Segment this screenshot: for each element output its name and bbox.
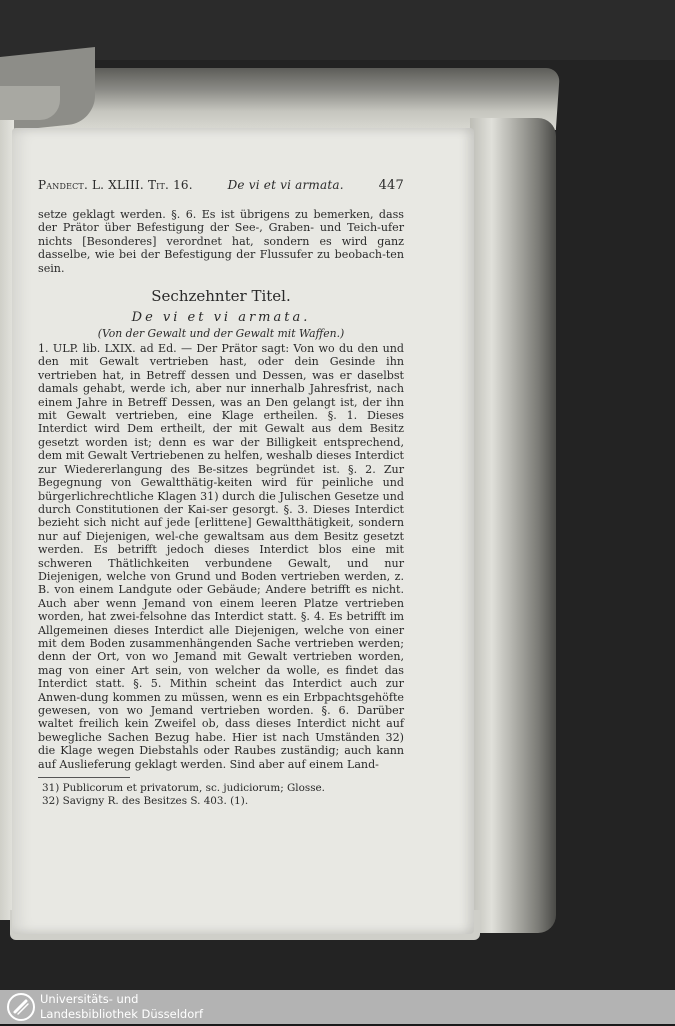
section-heading: Sechzehnter Titel.	[151, 287, 291, 306]
bookmark-ribbon-tail	[0, 86, 60, 120]
page-number: 447	[378, 178, 404, 193]
footnote-32: 32) Savigny R. des Besitzes S. 403. (1).	[42, 795, 249, 808]
lead-paragraph: setze geklagt werden. §. 6. Es ist übrigens zu bemerken, dass der Prätor über Befestigung der See-, Graben- und Teich-ufer nichts [Besonderes] verordnet hat, sondern es wird ganz dasselbe, wie bei der Befestigung der Flussufer zu beobach-ten sein.	[38, 208, 404, 275]
page-text	[38, 178, 404, 808]
header-title: De vi et vi armata.	[227, 178, 344, 192]
library-footer	[0, 990, 675, 1024]
section-title: De vi et vi armata.	[131, 310, 311, 326]
library-name[interactable]	[40, 992, 203, 1022]
running-header	[38, 178, 404, 202]
header-reference: Pandect. L. XLIII. Tit. 16.	[38, 178, 193, 192]
footnote-31: 31) Publicorum et privatorum, sc. judiciorum; Glosse.	[42, 782, 325, 795]
book-page-stack	[470, 118, 556, 933]
background-top	[0, 0, 675, 60]
body-paragraph: 1. ULP. lib. LXIX. ad Ed. — Der Prätor sagt: Von wo du den und den mit Gewalt vertrieben hast, oder dein Gesinde ihn vertrieben hat, in Betreff dessen und Dessen, was er daselbst damals gehabt, werde ich, aber nur innerhalb Jahresfrist, nach einem Jahre in Betreff Dessen, was an Den gelangt ist, der ihn mit Gewalt vertrieben, eine Klage ertheilen. §. 1. Dieses Interdict wird Dem ertheilt, der mit Gewalt aus dem Besitz gesetzt worden ist; denn es war der Billigkeit entsprechend, dem mit Gewalt Vertriebenen zu helfen, weshalb dieses Interdict zur Wiedererlangung des Be-sitzes begründet ist. §. 2. Zur Begegnung von Gewaltthätig-keiten wird für peinliche und bürgerlichrechtliche Klagen 31) durch die Julischen Gesetze und durch Constitutionen der Kai-ser gesorgt. §. 3. Dieses Interdict bezieht sich nicht auf jede [erlittene] Gewaltthätigkeit, sondern nur auf Diejenigen, wel-che gewaltsam aus dem Besitz gesetzt werden. Es betrifft jedoch dieses Interdict blos eine mit schweren Thätlichkeiten verbundene Gewalt, und nur Diejenigen, welche von Grund und Boden vertrieben werden, z. B. von einem Landgute oder Gebäude; Andere betrifft es nicht. Auch aber wenn Jemand von einem leeren Platze vertrieben worden, hat zwei-felsohne das Interdict statt. §. 4. Es betrifft im Allgemeinen dieses Interdict alle Diejenigen, welche von einer mit dem Boden zusammenhängenden Sache vertrieben werden; denn der Ort, von wo Jemand mit Gewalt vertrieben worden, mag von einer Art sein, von welcher da wolle, es findet das Interdict statt. §. 5. Mithin scheint das Interdict auch zur Anwen-dung kommen zu müssen, wenn es ein Erbpachtsgehöfte gewesen, von wo Jemand vertrieben worden. §. 6. Darüber waltet freilich kein Zweifel ob, dass dieses Interdict nicht auf bewegliche Sachen Bezug habe. Hier ist nach Umständen 32) die Klage wegen Diebstahls oder Raubes zuständig; auch kann auf Auslieferung geklagt werden. Sind aber auf einem Land-	[38, 342, 404, 771]
ulb-logo-icon[interactable]	[6, 992, 36, 1022]
section-subtitle: (Von der Gewalt und der Gewalt mit Waffen.)	[97, 327, 345, 341]
library-name-line1: Universitäts- und	[40, 992, 139, 1006]
footnote-rule	[38, 777, 130, 778]
library-name-line2: Landesbibliothek Düsseldorf	[40, 1007, 204, 1021]
